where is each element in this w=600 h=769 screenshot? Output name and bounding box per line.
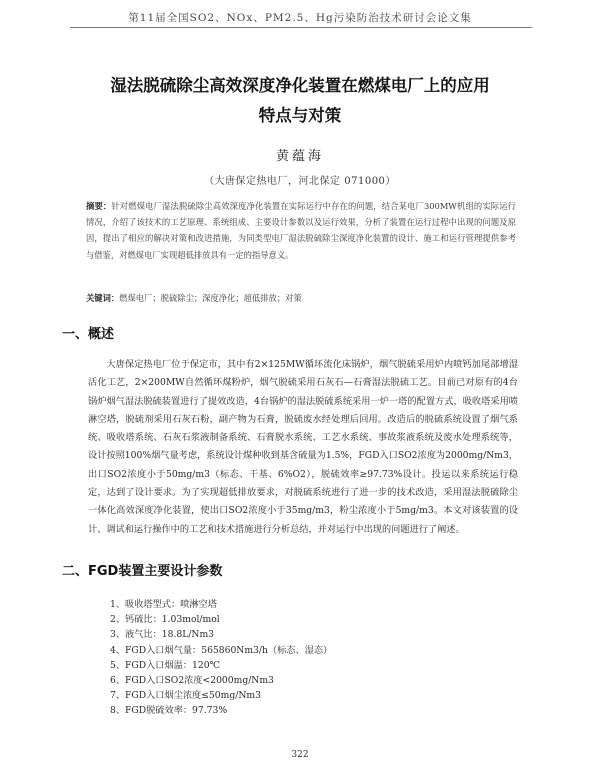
keywords bbox=[86, 292, 516, 304]
section-heading-design-params: 二、FGD装置主要设计参数 bbox=[62, 564, 223, 579]
paper-title-line-2: 特点与对策 bbox=[258, 106, 342, 125]
section-body-overview: 大唐保定热电厂位于保定市，其中有2×125MW循环流化床锅炉，烟气脱硫采用炉内喷钙加尾部增湿活化工艺，2×200MW自然循环煤粉炉，烟气脱硫采用石灰石—石膏湿法脱硫工艺。目前已对原有的4台锅炉烟气湿法脱硫装置进行了提效改造，4台锅炉的湿法脱硫系统采用一炉一塔的配置方式，吸收塔采用喷淋空塔，脱硫剂采用石灰石粉，副产物为石膏，脱硫废水经处理后回用。改造后的脱硫系统设置了烟气系统、吸收塔系统、石灰石浆液制备系统、石膏脱水系统、工艺水系统、事故浆液系统及废水处理系统等，设计按照100%烟气量考虑，系统设计煤种收到基含硫量为1.5%，FGD入口SO2浓度为2000mg/Nm3，出口SO2浓度小于50mg/m3（标态、干基、6%O2），脱硫效率≥97.73%设计。投运以来系统运行稳定，达到了设计要求。为了实现超低排放要求，对脱硫系统进行了进一步的技术改造，采用湿法脱硫除尘一体化高效深度净化装置，使出口SO2浓度小于35mg/m3，粉尘浓度小于5mg/m3。本文对该装置的设计、调试和运行操作中的工艺和技术措施进行分析总结，并对运行中出现的问题进行了阐述。 bbox=[88, 359, 518, 535]
design-param-list bbox=[110, 597, 530, 719]
author-affiliation: （大唐保定热电厂，河北保定 071000） bbox=[204, 176, 396, 187]
keywords-label: 关键词： bbox=[86, 293, 120, 303]
page-number: 322 bbox=[291, 750, 309, 760]
list-item: 8、FGD脱硫效率：97.73% bbox=[110, 705, 228, 717]
list-item: 2、钙硫比：1.03mol/mol bbox=[110, 614, 220, 626]
abstract-label: 摘要： bbox=[86, 201, 112, 211]
running-head: 第11届全国SO2、NOx、PM2.5、Hg污染防治技术研讨会论文集 bbox=[128, 12, 472, 24]
list-item: 3、液气比：18.8L/Nm3 bbox=[110, 629, 215, 641]
abstract-text: 针对燃煤电厂湿法脱硫除尘高效深度净化装置在实际运行中存在的问题，结合某电厂300MW机组的实际运行情况，介绍了该技术的工艺原理、系统组成、主要设计参数以及运行效果，分析了装置在运行过程中出现的问题及原因，提出了相应的解决对策和改进措施，为同类型电厂湿法脱硫除尘深度净化装置的设计、施工和运行管理提供参考与借鉴，对燃煤电厂实现超低排放具有一定的指导意义。 bbox=[86, 201, 516, 260]
list-item: 4、FGD入口烟气量：565860Nm3/h（标态、湿态） bbox=[110, 644, 333, 656]
abstract bbox=[86, 198, 516, 263]
list-item: 6、FGD入口SO2浓度<2000mg/Nm3 bbox=[110, 674, 274, 686]
list-item: 5、FGD入口烟温：120℃ bbox=[110, 659, 220, 671]
section-heading-overview: 一、概述 bbox=[62, 327, 115, 342]
list-item: 1、吸收塔型式：喷淋空塔 bbox=[110, 599, 217, 610]
paper-title-line-1: 湿法脱硫除尘高效深度净化装置在燃煤电厂上的应用 bbox=[110, 76, 490, 95]
list-item: 7、FGD入口烟尘浓度≤50mg/Nm3 bbox=[110, 690, 261, 702]
keywords-text: 燃煤电厂；脱硫除尘；深度净化；超低排放；对策 bbox=[119, 293, 302, 303]
header-rule bbox=[70, 27, 532, 28]
author-name: 黄蕴海 bbox=[275, 149, 324, 164]
